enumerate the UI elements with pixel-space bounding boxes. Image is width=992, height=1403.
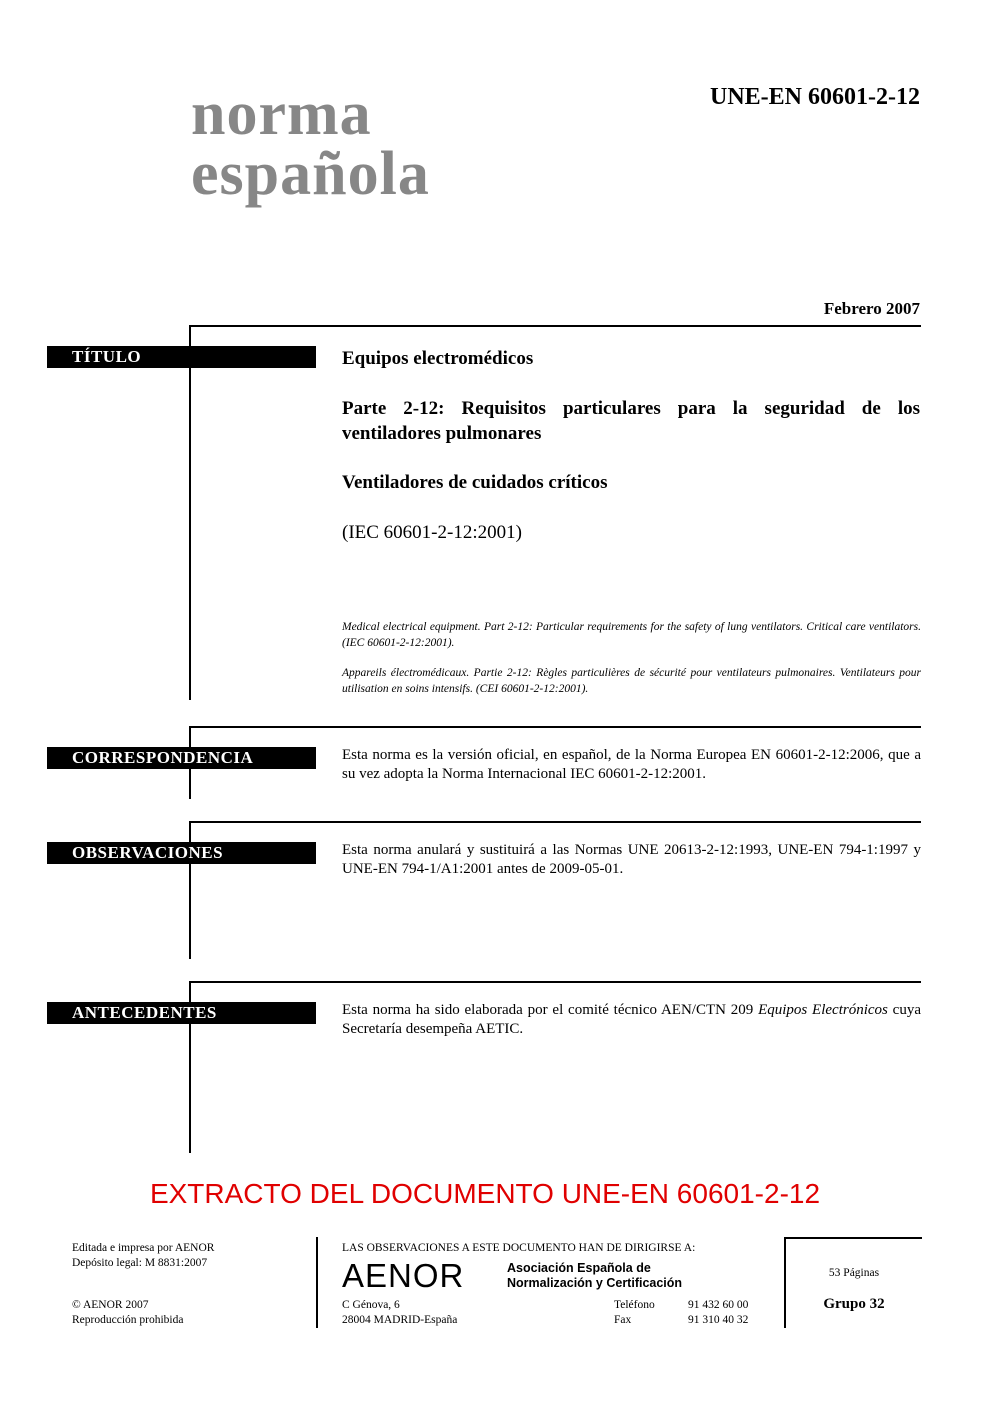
footer-copyright: © AENOR 2007	[72, 1299, 149, 1311]
label-titulo: TÍTULO	[47, 346, 316, 368]
english-title: Medical electrical equipment. Part 2-12: Particular requirements for the safety of lung ventilators. Critical care ventilators. (IEC 60601-2-12:2001).	[342, 621, 921, 649]
publication-date: Febrero 2007	[823, 299, 920, 318]
section-vertical-titulo	[189, 325, 191, 700]
footer-edited: Editada e impresa por AENOR	[72, 1242, 215, 1254]
extract-banner: EXTRACTO DEL DOCUMENTO UNE-EN 60601-2-12	[149, 1178, 821, 1209]
title-part: Parte 2-12: Requisitos particulares para la seguridad de los ventiladores pulmonares	[342, 398, 920, 444]
footer-phone: 91 432 60 00	[688, 1299, 749, 1311]
iec-reference: (IEC 60601-2-12:2001)	[342, 522, 522, 543]
aenor-logo: AENOR	[342, 1257, 465, 1294]
brand-norma: norma	[191, 80, 372, 148]
footer-address-line2: 28004 MADRID-España	[342, 1314, 458, 1326]
section-divider-correspondencia	[189, 726, 921, 728]
footer-fax-label: Fax	[614, 1314, 632, 1326]
label-correspondencia: CORRESPONDENCIA	[47, 747, 316, 769]
section-divider-titulo	[189, 325, 921, 327]
page-count: 53 Páginas	[828, 1267, 880, 1279]
label-observaciones: OBSERVACIONES	[47, 842, 316, 864]
title-main: Equipos electromédicos	[342, 348, 534, 369]
antecedentes-text-part1: Esta norma ha sido elaborada por el comité técnico AEN/CTN 209	[342, 1002, 759, 1018]
standard-code: UNE-EN 60601-2-12	[710, 84, 920, 110]
footer-address-line1: C Génova, 6	[342, 1299, 400, 1311]
section-divider-antecedentes	[189, 981, 921, 983]
title-subtitle: Ventiladores de cuidados críticos	[342, 472, 608, 493]
footer-fax: 91 310 40 32	[688, 1314, 749, 1326]
brand-espanola: española	[191, 140, 430, 208]
observaciones-text: Esta norma anulará y sustituirá a las Normas UNE 20613-2-12:1993, UNE-EN 794-1:1997 y UNE-EN 794-1/A1:2001 antes de 2009-05-01.	[342, 842, 921, 877]
price-group: Grupo 32	[823, 1296, 885, 1312]
french-title: Appareils électromédicaux. Partie 2-12: Règles particulières de sécurité pour ventilateurs pulmonaires. Ventilateurs pour utilisation en soins intensifs. (CEI 60601-2-12:2001).	[342, 667, 921, 695]
antecedentes-text	[342, 1001, 921, 1039]
footer-deposit: Depósito legal: M 8831:2007	[72, 1257, 208, 1269]
section-divider-observaciones	[189, 821, 921, 823]
antecedentes-committee-name: Equipos Electrónicos	[758, 1002, 888, 1018]
footer-divider-left	[316, 1237, 318, 1328]
antecedentes-text-part2: cuya Secretaría desempeña AETIC.	[342, 1002, 921, 1037]
footer-observations-heading: LAS OBSERVACIONES A ESTE DOCUMENTO HAN DE DIRIGIRSE A:	[342, 1242, 696, 1254]
correspondencia-text: Esta norma es la versión oficial, en español, de la Norma Europea EN 60601-2-12:2006, que a su vez adopta la Norma Internacional IEC 60601-2-12:2001.	[342, 747, 921, 782]
label-antecedentes: ANTECEDENTES	[47, 1002, 316, 1024]
aenor-name-line2: Normalización y Certificación	[507, 1276, 683, 1290]
aenor-name-line1: Asociación Española de	[507, 1261, 651, 1275]
footer-reproduction: Reproducción prohibida	[72, 1314, 184, 1326]
footer-box-left	[784, 1237, 786, 1328]
aenor-full-name	[507, 1261, 682, 1291]
footer-phone-label: Teléfono	[614, 1299, 655, 1311]
footer-box-top	[784, 1237, 922, 1239]
